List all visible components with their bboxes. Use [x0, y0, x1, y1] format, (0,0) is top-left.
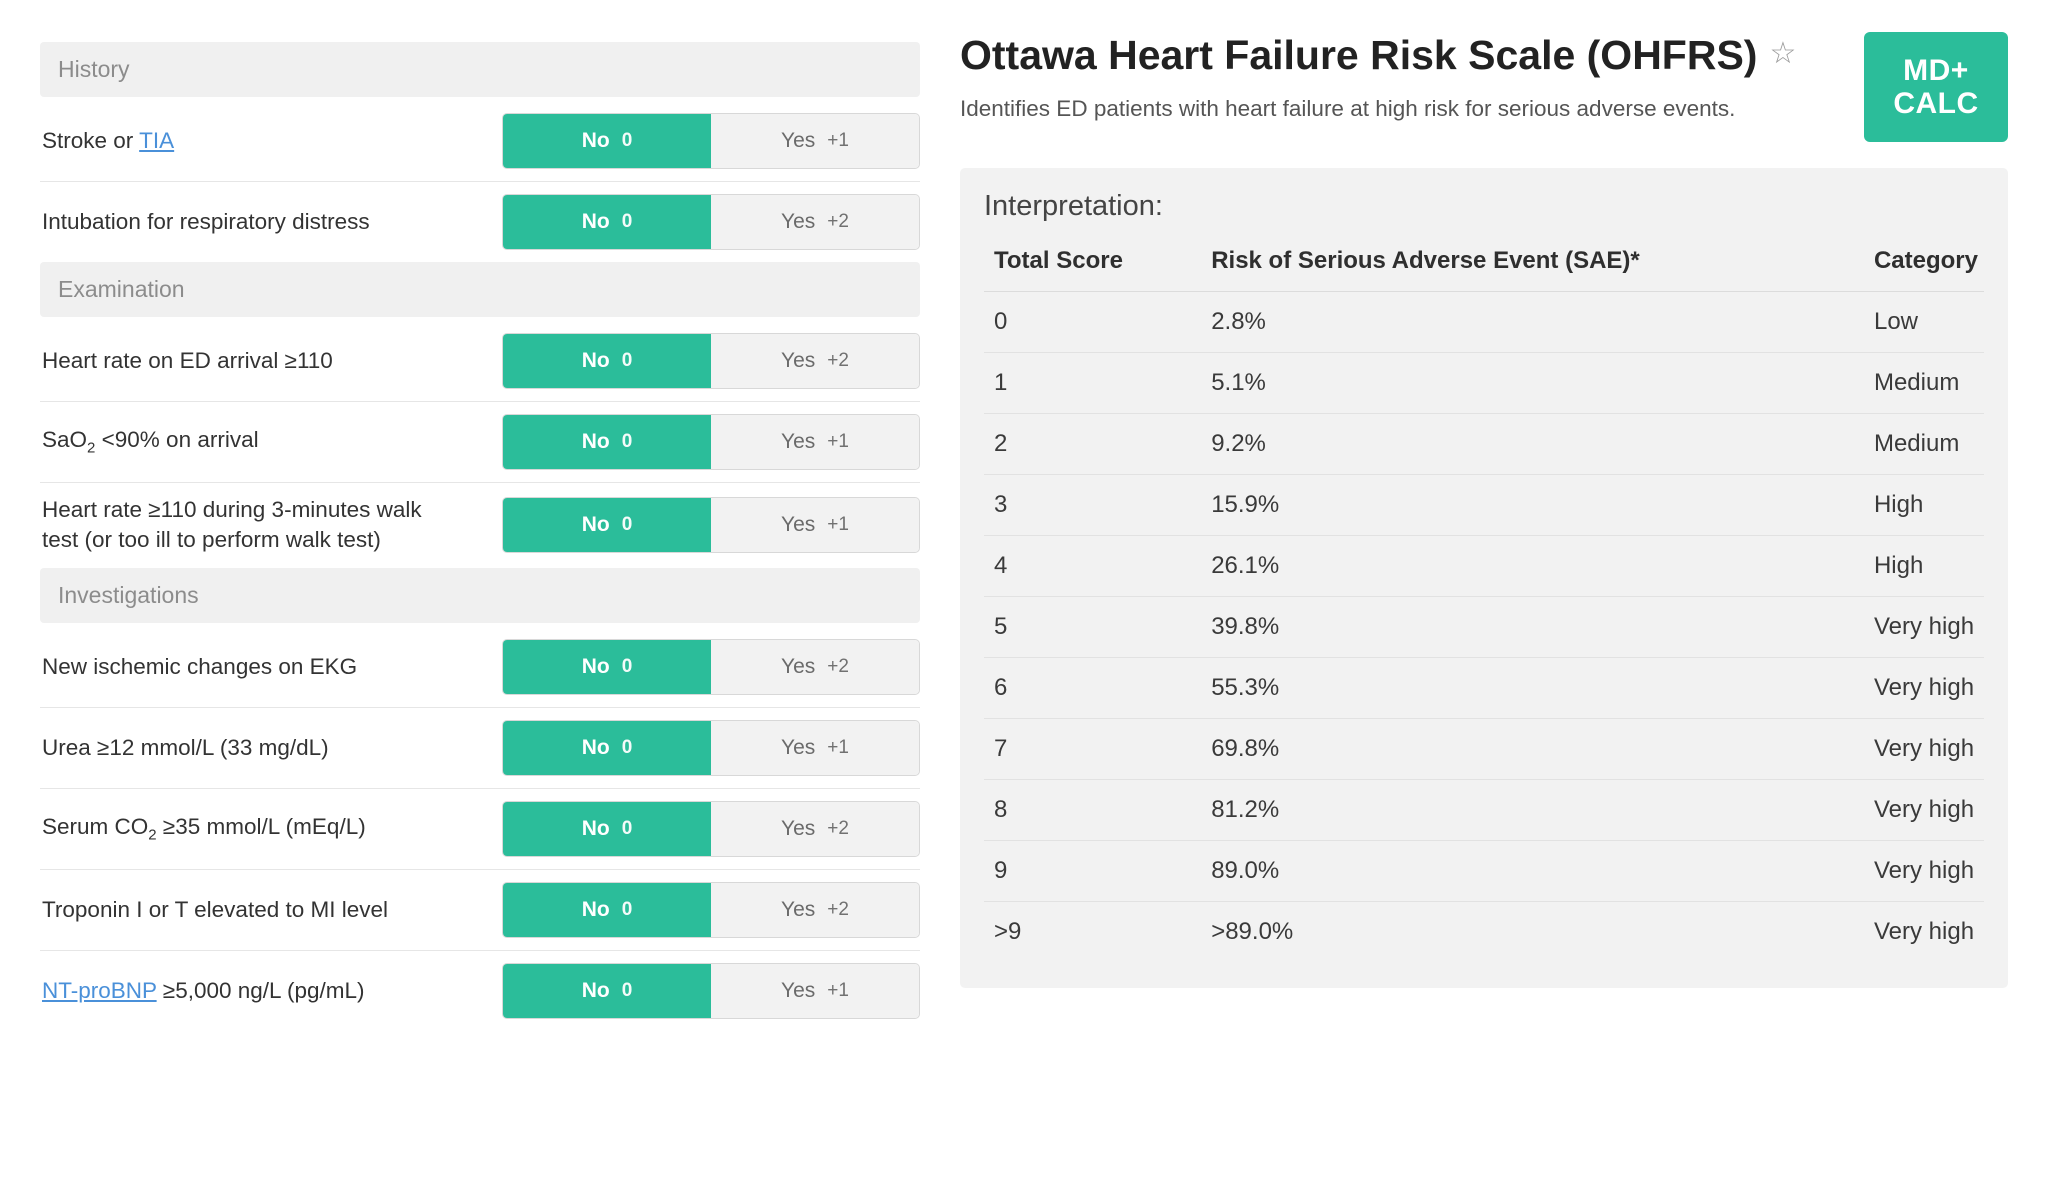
option-yes-value: +2 — [827, 350, 849, 371]
option-yes[interactable] — [711, 640, 919, 694]
answer-toggle[interactable] — [502, 801, 920, 857]
option-yes-value: +1 — [827, 514, 849, 536]
cell-risk: 26.1% — [1201, 536, 1850, 597]
question-row — [40, 708, 920, 789]
option-yes-value: +1 — [827, 979, 849, 1001]
option-no-label: No — [581, 897, 610, 921]
table-row — [984, 597, 1984, 658]
option-no-value: 0 — [621, 817, 633, 839]
cell-total-score: 0 — [984, 292, 1201, 353]
option-no-label: No — [581, 210, 610, 233]
question-label-suffix: ≥5,000 ng/L (pg/mL) — [156, 977, 365, 1003]
option-yes-label: Yes — [781, 430, 816, 453]
option-no[interactable] — [503, 721, 711, 775]
table-row — [984, 780, 1984, 841]
cell-risk: 5.1% — [1201, 353, 1850, 414]
section-header-investigations: Investigations — [40, 568, 920, 623]
question-row — [40, 951, 920, 1031]
info-link[interactable]: TIA — [139, 127, 175, 153]
table-row — [984, 536, 1984, 597]
option-yes-label: Yes — [781, 349, 816, 372]
option-no-value: 0 — [621, 514, 633, 536]
option-no-label: No — [581, 978, 610, 1002]
logo-line-2: CALC — [1893, 87, 1979, 120]
cell-category: Low — [1850, 292, 1984, 353]
option-no-value: 0 — [621, 979, 633, 1001]
option-yes-label: Yes — [781, 210, 816, 233]
question-label-text: Intubation for respiratory distress — [42, 208, 370, 234]
question-label-text: Urea ≥12 mmol/L (33 mg/dL) — [42, 734, 329, 760]
option-yes-label: Yes — [781, 513, 816, 537]
answer-toggle[interactable] — [502, 497, 920, 553]
option-yes-value: +1 — [827, 736, 849, 758]
title-block — [960, 32, 1796, 125]
option-no-label: No — [581, 349, 610, 372]
option-no[interactable] — [503, 415, 711, 469]
question-label-suffix: <90% on arrival — [95, 427, 259, 453]
question-row — [40, 182, 920, 262]
option-no-value: 0 — [621, 898, 633, 920]
table-row — [984, 902, 1984, 963]
cell-total-score: 3 — [984, 475, 1201, 536]
cell-risk: 89.0% — [1201, 841, 1850, 902]
info-link[interactable]: NT-proBNP — [42, 977, 157, 1003]
option-yes[interactable] — [711, 883, 919, 937]
cell-total-score: 8 — [984, 780, 1201, 841]
option-no-label: No — [581, 816, 610, 840]
cell-category: Very high — [1873, 918, 1975, 945]
option-yes-value: +1 — [827, 431, 849, 452]
option-no-value: 0 — [621, 130, 633, 151]
answer-toggle[interactable] — [502, 882, 920, 938]
question-label-subscript: 2 — [148, 826, 157, 844]
option-no-value: 0 — [621, 431, 633, 452]
cell-category: Very high — [1850, 719, 1984, 780]
table-row — [984, 475, 1984, 536]
table-row — [984, 658, 1984, 719]
table-row — [984, 841, 1984, 902]
option-yes[interactable] — [711, 195, 919, 249]
option-no-label: No — [581, 430, 610, 453]
option-no[interactable] — [503, 195, 711, 249]
interpretation-panel — [960, 168, 2008, 988]
option-no-label: No — [581, 129, 610, 152]
option-no-value: 0 — [621, 211, 633, 232]
cell-category: High — [1850, 536, 1984, 597]
option-no-value: 0 — [621, 736, 633, 758]
option-no-label: No — [581, 654, 610, 678]
section-header-examination: Examination — [40, 262, 920, 317]
option-no[interactable] — [503, 334, 711, 388]
title-row — [960, 32, 2008, 142]
option-yes-value: +2 — [827, 817, 849, 839]
option-no-label: No — [581, 735, 610, 759]
option-yes-value: +1 — [827, 130, 849, 151]
question-label-text: Serum CO — [42, 813, 149, 839]
column-header-total-score: Total Score — [984, 241, 1201, 292]
question-label — [42, 495, 472, 556]
option-no[interactable] — [503, 114, 711, 168]
question-label — [42, 895, 398, 925]
question-label-text: Stroke or — [42, 127, 140, 153]
option-yes-label: Yes — [781, 735, 816, 759]
cell-risk: >89.0% — [1211, 918, 1294, 945]
option-yes[interactable] — [711, 964, 919, 1018]
section-header-history: History — [40, 42, 920, 97]
info-column — [960, 28, 2008, 1188]
question-row — [40, 870, 920, 951]
answer-toggle[interactable] — [502, 414, 920, 470]
option-yes[interactable] — [711, 114, 919, 168]
question-label-text: Troponin I or T elevated to MI level — [42, 896, 389, 922]
question-label-suffix: ≥35 mmol/L (mEq/L) — [156, 813, 366, 839]
question-label-text: Heart rate ≥110 during 3-minutes walk test (or too ill to perform walk test) — [42, 497, 422, 553]
cell-risk: 39.8% — [1201, 597, 1850, 658]
option-yes-label: Yes — [781, 816, 816, 840]
answer-toggle[interactable] — [502, 113, 920, 169]
option-no[interactable] — [503, 498, 711, 552]
option-no[interactable] — [503, 640, 711, 694]
cell-total-score: 7 — [984, 719, 1201, 780]
question-label-text: SaO — [42, 427, 88, 453]
question-row — [40, 321, 920, 402]
cell-risk: 2.8% — [1201, 292, 1850, 353]
cell-risk: 81.2% — [1201, 780, 1850, 841]
cell-total-score: 6 — [984, 658, 1201, 719]
cell-category: Very high — [1850, 841, 1984, 902]
table-row — [984, 719, 1984, 780]
interpretation-table — [984, 241, 1984, 962]
table-row — [984, 414, 1984, 475]
question-label-text: Heart rate on ED arrival ≥110 — [42, 347, 333, 373]
option-no[interactable] — [503, 802, 711, 856]
cell-total-score: 4 — [984, 536, 1201, 597]
page-title: Ottawa Heart Failure Risk Scale (OHFRS) — [960, 32, 1758, 78]
cell-category: High — [1850, 475, 1984, 536]
question-label — [42, 346, 343, 376]
risk-factor-form — [40, 28, 920, 1188]
question-label — [42, 652, 367, 682]
table-row — [984, 353, 1984, 414]
table-row — [984, 292, 1984, 353]
option-yes-value: +2 — [827, 211, 849, 232]
question-row — [40, 627, 920, 708]
cell-category: Very high — [1850, 597, 1984, 658]
cell-category: Medium — [1850, 353, 1984, 414]
question-row — [40, 101, 920, 182]
cell-total-score: 2 — [984, 414, 1201, 475]
cell-risk: 69.8% — [1201, 719, 1850, 780]
question-label — [42, 733, 339, 763]
option-yes-value: +2 — [827, 898, 849, 920]
answer-toggle[interactable] — [502, 639, 920, 695]
column-header-risk: Risk of Serious Adverse Event (SAE)* — [1201, 241, 1850, 292]
cell-risk: 9.2% — [1201, 414, 1850, 475]
answer-toggle[interactable] — [502, 963, 920, 1019]
question-row — [40, 483, 920, 568]
question-row — [40, 402, 920, 483]
question-label — [42, 976, 375, 1006]
option-yes[interactable] — [711, 721, 919, 775]
question-label — [42, 126, 184, 156]
cell-total-score: 1 — [984, 353, 1201, 414]
option-no-value: 0 — [621, 655, 633, 677]
option-no-label: No — [581, 513, 610, 537]
option-no[interactable] — [503, 883, 711, 937]
option-yes[interactable] — [711, 802, 919, 856]
question-row — [40, 789, 920, 870]
cell-total-score: 9 — [984, 841, 1201, 902]
cell-category: Medium — [1850, 414, 1984, 475]
answer-toggle[interactable] — [502, 194, 920, 250]
option-no-value: 0 — [621, 350, 633, 371]
cell-category: Very high — [1850, 658, 1984, 719]
option-yes-value: +2 — [827, 655, 849, 677]
cell-category: Very high — [1850, 780, 1984, 841]
question-label — [42, 207, 380, 237]
cell-risk: 15.9% — [1201, 475, 1850, 536]
question-label-subscript: 2 — [87, 439, 96, 457]
question-label — [42, 425, 269, 459]
option-yes[interactable] — [711, 498, 919, 552]
cell-risk: 55.3% — [1201, 658, 1850, 719]
option-yes-label: Yes — [781, 897, 816, 921]
table-header-row — [984, 241, 1984, 292]
answer-toggle[interactable] — [502, 333, 920, 389]
cell-total-score: >9 — [994, 918, 1022, 945]
interpretation-heading: Interpretation: — [984, 190, 1163, 222]
question-label — [42, 812, 376, 846]
option-yes[interactable] — [711, 415, 919, 469]
answer-toggle[interactable] — [502, 720, 920, 776]
option-yes-label: Yes — [781, 129, 816, 152]
cell-total-score: 5 — [984, 597, 1201, 658]
star-icon[interactable]: ☆ — [1769, 37, 1797, 70]
column-header-category: Category — [1850, 241, 1984, 292]
option-no[interactable] — [503, 964, 711, 1018]
option-yes-label: Yes — [781, 978, 816, 1002]
page-subtitle: Identifies ED patients with heart failure at high risk for serious adverse events. — [960, 96, 1736, 122]
option-yes[interactable] — [711, 334, 919, 388]
question-label-text: New ischemic changes on EKG — [42, 653, 358, 679]
mdcalc-logo[interactable] — [1864, 32, 2008, 142]
option-yes-label: Yes — [781, 654, 816, 678]
logo-line-1: MD+ — [1903, 54, 1969, 87]
